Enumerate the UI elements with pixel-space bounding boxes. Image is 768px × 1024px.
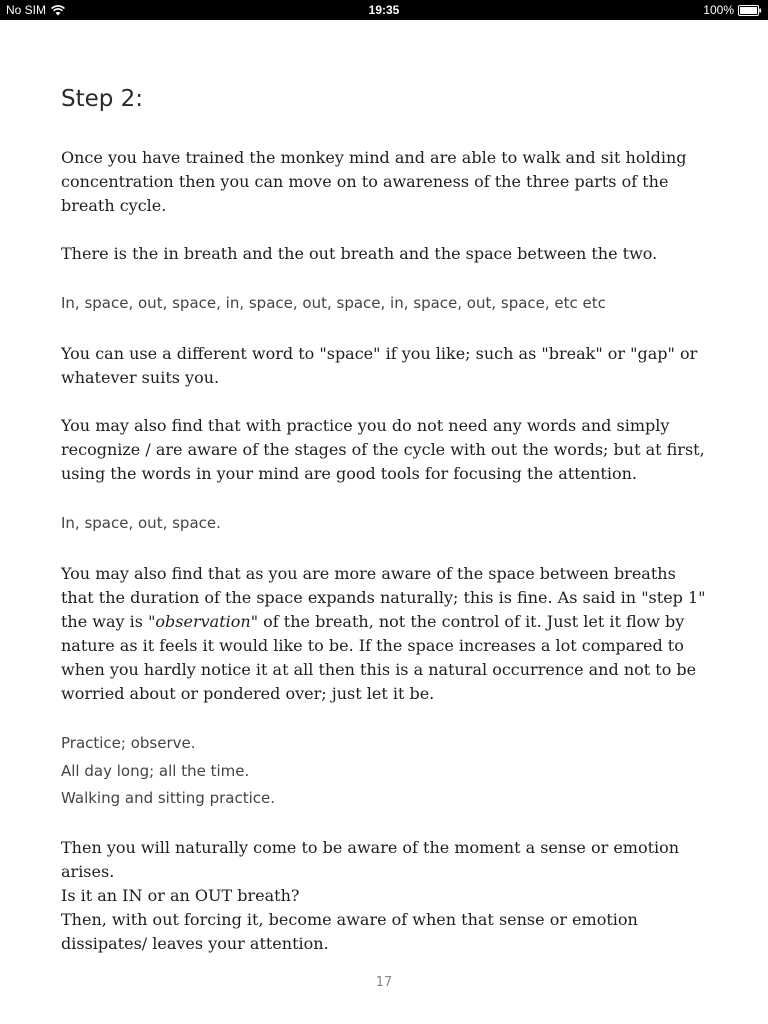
paragraph-6-line-1: Then you will naturally come to be aware of the moment a sense or emotion arises. bbox=[61, 838, 680, 881]
paragraph-4: You may also find that with practice you do not need any words and simply recognize / are aware of the stages of the cycle with out the words; but at first, using the words in your mind are good tools for focusing the attention. bbox=[61, 416, 705, 483]
carrier-label: No SIM bbox=[6, 3, 47, 17]
practice-line: Practice; observe. bbox=[61, 734, 196, 752]
paragraph-6-line-2: Is it an IN or an OUT breath? bbox=[61, 886, 300, 905]
practice-lines bbox=[61, 730, 706, 813]
paragraph-6 bbox=[61, 836, 706, 908]
paragraph-1: Once you have trained the monkey mind and are able to walk and sit holding concentration then you can move on to awareness of the three parts of the breath cycle. bbox=[61, 148, 687, 215]
battery-percent: 100% bbox=[703, 3, 734, 17]
practice-line: All day long; all the time. bbox=[61, 761, 250, 780]
page-number: 17 bbox=[375, 975, 393, 990]
practice-line: Walking and sitting practice. bbox=[61, 789, 275, 807]
paragraph-7: Then, with out forcing it, become aware of when that sense or emotion dissipates/ leaves your attention. bbox=[61, 910, 638, 953]
chapter-title: Step 2: bbox=[61, 86, 144, 112]
chant-1: In, space, out, space, in, space, out, space, in, space, out, space, etc etc bbox=[61, 294, 606, 312]
status-right bbox=[703, 0, 762, 20]
paragraph-5 bbox=[61, 562, 706, 706]
battery-icon bbox=[738, 5, 762, 16]
paragraph-5-italic: "observation" bbox=[148, 612, 259, 631]
status-bar bbox=[0, 0, 768, 20]
status-time: 19:35 bbox=[368, 3, 400, 17]
chant-2: In, space, out, space. bbox=[61, 514, 221, 532]
paragraph-3: You can use a different word to "space" if you like; such as "break" or "gap" or whatever suits you. bbox=[61, 344, 698, 387]
paragraph-5-end: of the breath, not the control of it. Just let it flow by nature as it feels it would like to be. If the space increases a lot compared to when you hardly notice it at all then this is a natural occurrence and not to be worried about or pondered over; just let it be. bbox=[61, 612, 697, 703]
paragraph-5-start: You may also find that as you are more aware of the space between breaths that the duration of the space expands naturally; this is fine. As said in "step 1" the way is bbox=[61, 564, 706, 631]
paragraph-2: There is the in breath and the out breath and the space between the two. bbox=[61, 244, 658, 263]
